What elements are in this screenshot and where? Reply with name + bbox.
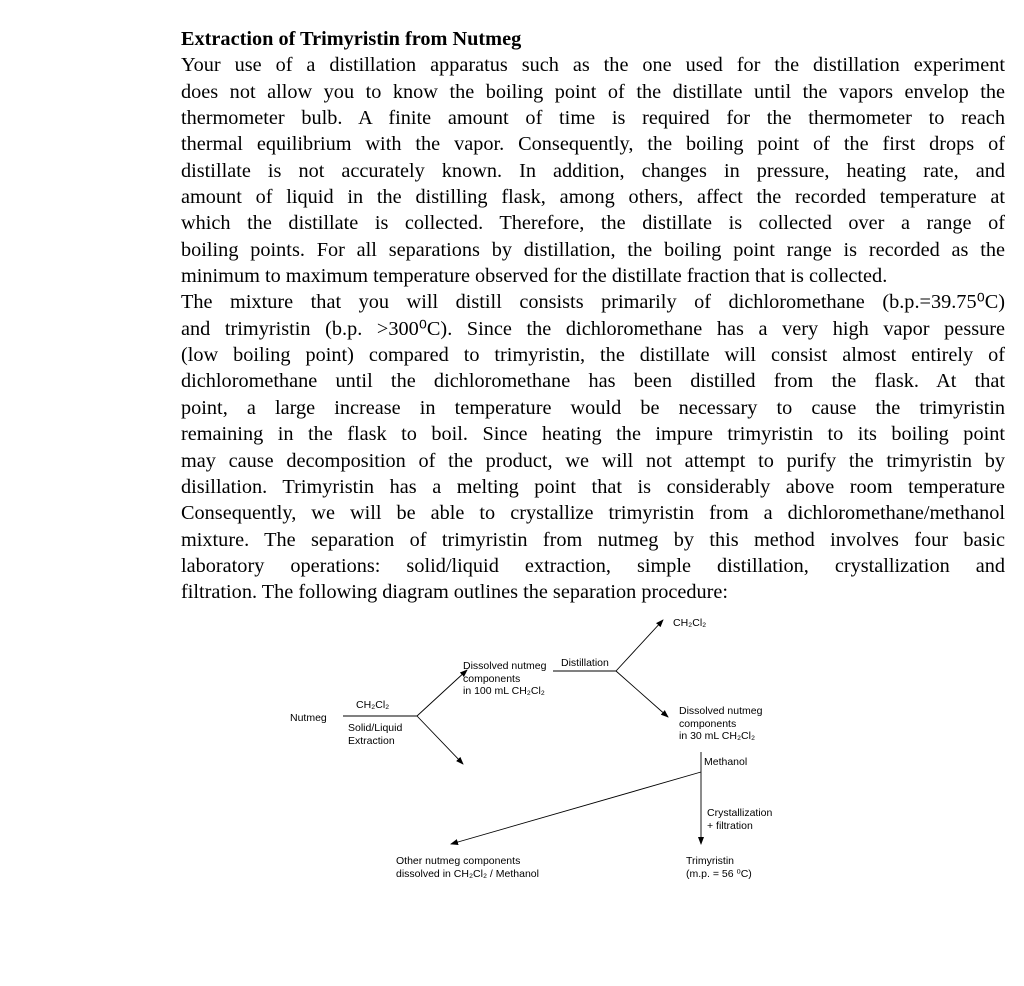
label-line: (m.p. = 56 ⁰C)	[686, 867, 752, 880]
methanol-label: Methanol	[704, 756, 748, 768]
extraction-step-label	[348, 722, 402, 747]
solvent-ch2cl2-label: CH₂Cl₂	[356, 699, 390, 711]
text-line: Your use of a distillation apparatus such as the one used for the distillation experiment	[181, 54, 1005, 77]
text-line: dichloromethane until the dichloromethane has been distilled from the flask. At that	[181, 370, 1005, 393]
text-line: and trimyristin (b.p. >300⁰C). Since the dichloromethane has a very high vapor pessure	[181, 317, 1005, 340]
text-line: mixture. The separation of trimyristin from nutmeg by this method involves four basic	[181, 528, 1005, 551]
text-line: thermometer bulb. A finite amount of time is required for the thermometer to reach	[181, 107, 1005, 130]
text-line: distillate is not accurately known. In addition, changes in pressure, heating rate, and	[181, 159, 1005, 182]
arrow-to-other	[451, 772, 701, 844]
nutmeg-label: Nutmeg	[290, 712, 327, 724]
other-components-label	[396, 855, 539, 880]
dissolved-100ml-label	[463, 660, 546, 698]
text-line: does not allow you to know the boiling point of the distillate until the vapors envelop the	[181, 80, 1005, 103]
label-line: components	[679, 717, 737, 730]
text-line: remaining in the flask to boil. Since heating the impure trimyristin to its boiling point	[181, 423, 1005, 446]
label-line: Solid/Liquid	[348, 722, 403, 734]
label-line: Dissolved nutmeg	[463, 660, 547, 672]
label-line: Other nutmeg components	[396, 855, 521, 867]
text-line: minimum to maximum temperature observed for the distillate fraction that is collected.	[181, 265, 888, 288]
distillate-label: CH₂Cl₂	[673, 617, 707, 629]
text-line: (low boiling point) compared to trimyristin, the distillate will consist almost entirely of	[181, 344, 1005, 367]
text-line: Consequently, we will be able to crystallize trimyristin from a dichloromethane/methanol	[181, 502, 1005, 525]
label-line: Crystallization	[707, 807, 773, 819]
arrow-to-dissolved-100	[417, 670, 467, 716]
text-line: boiling points. For all separations by distillation, the boiling point range is recorded as the	[181, 238, 1005, 261]
label-line: components	[463, 672, 521, 685]
text-line: The mixture that you will distill consists primarily of dichloromethane (b.p.=39.75⁰C)	[181, 291, 1005, 314]
text-line: thermal equilibrium with the vapor. Consequently, the boiling point of the first drops of	[181, 133, 1005, 156]
label-line: in 30 mL CH₂Cl₂	[679, 730, 756, 742]
trimyristin-product-label	[686, 855, 752, 880]
arrow-to-dissolved-30	[616, 671, 668, 717]
text-line: disillation. Trimyristin has a melting point that is considerably above room temperature	[181, 475, 1005, 498]
arrow-to-residue	[417, 716, 463, 764]
dissolved-30ml-label	[679, 705, 762, 743]
document-title: Extraction of Trimyristin from Nutmeg	[181, 28, 522, 50]
text-line: filtration. The following diagram outlines the separation procedure:	[181, 581, 729, 604]
label-line: + filtration	[707, 819, 753, 832]
label-line: Dissolved nutmeg	[679, 705, 763, 717]
text-line: laboratory operations: solid/liquid extraction, simple distillation, crystallization and	[181, 554, 1005, 577]
arrow-to-distillate	[616, 620, 663, 671]
distillation-step-label: Distillation	[561, 657, 609, 669]
text-line: may cause decomposition of the product, we will not attempt to purify the trimyristin by	[181, 449, 1005, 472]
label-line: dissolved in CH₂Cl₂ / Methanol	[396, 867, 539, 880]
label-line: Trimyristin	[686, 855, 735, 867]
label-line: in 100 mL CH₂Cl₂	[463, 685, 545, 697]
crystallization-step-label	[707, 807, 772, 832]
text-line: which the distillate is collected. Therefore, the distillate is collected over a range of	[181, 212, 1005, 235]
label-line: Extraction	[348, 734, 395, 747]
text-line: point, a large increase in temperature would be necessary to cause the trimyristin	[181, 396, 1005, 419]
text-line: amount of liquid in the distilling flask, among others, affect the recorded temperature at	[181, 186, 1005, 209]
